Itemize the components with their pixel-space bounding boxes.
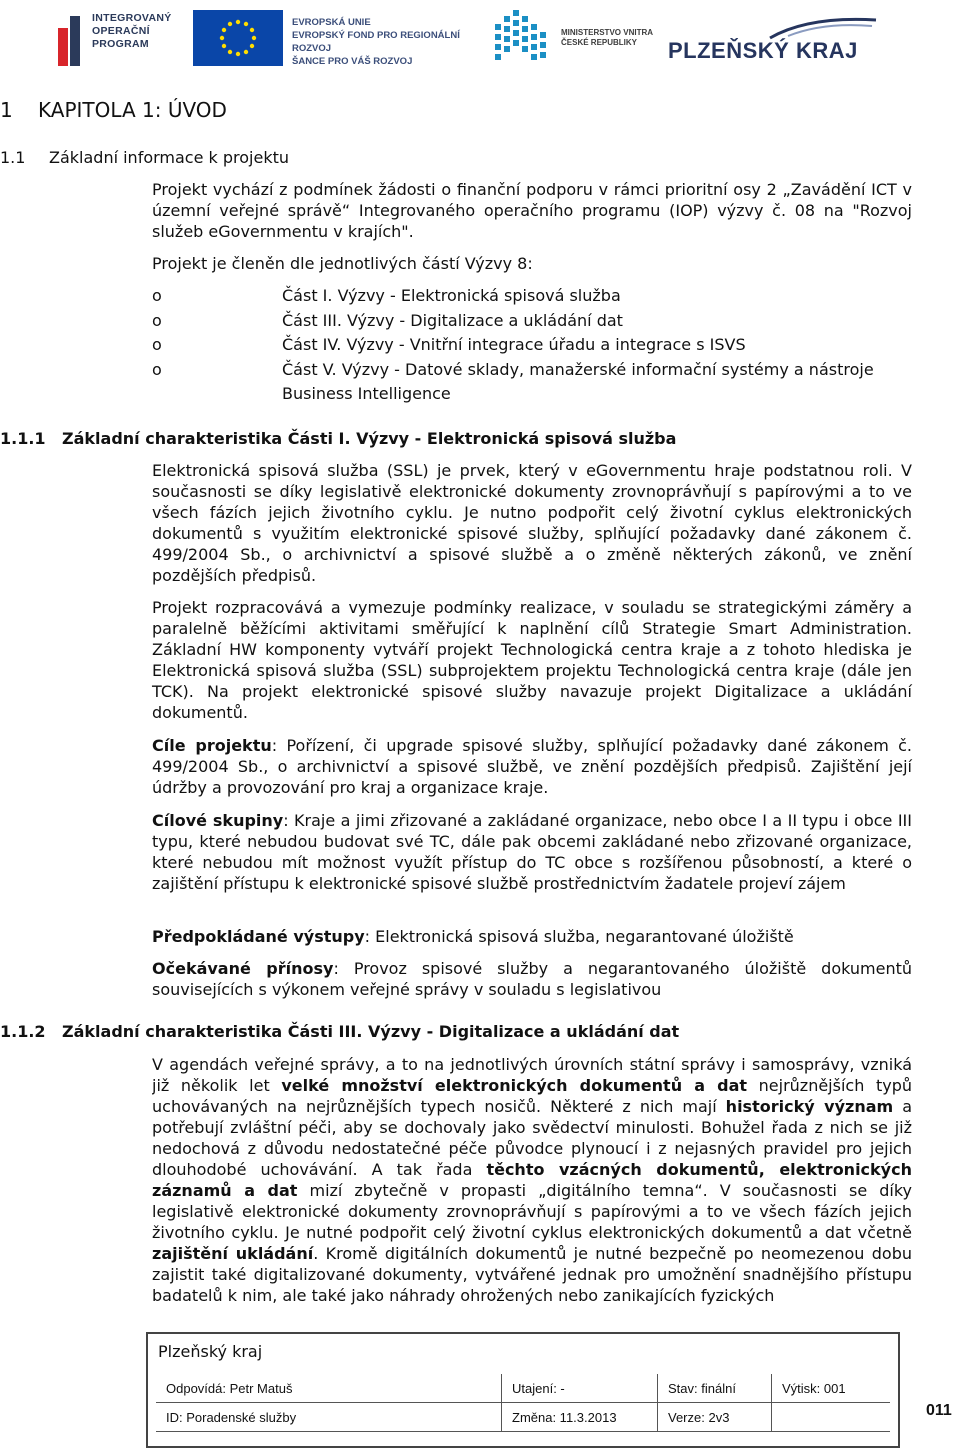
footer-version: Verze: 2v3	[658, 1403, 772, 1432]
list-item-text: Část III. Výzvy - Digitalizace a ukládání dat	[282, 310, 623, 330]
mv-logo-line: MINISTERSTVO VNITRA	[561, 28, 654, 37]
plzensky-kraj-logo	[668, 14, 908, 74]
document-footer	[146, 1332, 900, 1448]
bullet-mark: o	[152, 286, 162, 305]
subsection-number: 1.1.2	[0, 1022, 46, 1041]
list-item-text: Část I. Výzvy - Elektronická spisová služba	[282, 286, 621, 305]
target-groups-label: Cílové skupiny	[152, 811, 284, 830]
footer-row	[156, 1403, 890, 1432]
footer-meta-table	[156, 1374, 890, 1432]
benefits-paragraph	[152, 958, 912, 1000]
intro-list-lead: Projekt je členěn dle jednotlivých částí Výzvy 8:	[152, 254, 533, 273]
footer-responsible: Odpovídá: Petr Matuš	[156, 1374, 502, 1403]
list-item-text: Část IV. Výzvy - Vnitřní integrace úřadu a integrace s ISVS	[282, 335, 746, 354]
footer-organization: Plzeňský kraj	[158, 1342, 263, 1361]
bullet-mark: o	[152, 310, 162, 330]
iop-logo-line: INTEGROVANÝ	[92, 12, 172, 24]
outputs-label: Předpokládané výstupy	[152, 927, 365, 946]
subsection-title: Základní charakteristika Části III. Výzvy - Digitalizace a ukládání dat	[62, 1022, 680, 1041]
ssl-paragraph: Elektronická spisová služba (SSL) je prvek, který v eGovernmentu hraje podstatnou roli. V současnosti se díky legislativě elektronické dokumenty zrovnoprávňují s papírovými a to ve všech fázích jejich životního cyklu. Je nutno podpořit celý životní cyklus elektronických dokumentů s využitím elektronické spisové služby, splňující požadavky dané zákonem č. 499/2004 Sb., o archivnictví a spisové službě a o změně některých zákonů, ve znění pozdějších předpisů.	[152, 461, 912, 585]
goals-label: Cíle projektu	[152, 736, 272, 755]
text-run: nejrůznějších typů uchovávaných na nejrůznějších typech nosičů. Některé z nich mají	[152, 1076, 912, 1116]
iop-logo-line: OPERAČNÍ	[92, 25, 150, 37]
iop-logo-line: PROGRAM	[92, 38, 149, 50]
outputs-paragraph	[152, 926, 912, 947]
footer-changed: Změna: 11.3.2013	[502, 1403, 658, 1432]
mv-logo-icon	[495, 10, 555, 66]
subsection-number: 1.1.1	[0, 429, 46, 448]
bullet-mark: o	[152, 359, 162, 379]
mv-logo	[495, 10, 665, 66]
project-paragraph: Projekt rozpracovává a vymezuje podmínky realizace, v souladu se strategickými záměry a paralelně běžícími aktivitami směřující k naplnění cílů Strategie Smart Administration. Základní HW komponenty vytváří projekt Technologická centra kraje a z tohoto hlediska je Elektronická spisová služba (SSL) subprojektem projektu Technologická centra kraje (dále jen TCK). Na projekt elektronické spisové služby navazuje projekt Digitalizace a ukládání dokumentů.	[152, 598, 912, 722]
goals-text: : Pořízení, či upgrade spisové služby, splňující požadavky dané zákonem č. 499/2004 Sb., o archivnictví a spisové službě, ve znění pozdějších předpisů. Zajištění její údržby a provozování pro kraj a organizace kraje.	[152, 736, 913, 797]
text-run: V agendách veřejné správy, a to na jednotlivých úrovních státní správy i samosprávy, vzniká již několik let	[152, 1055, 912, 1095]
iop-logo-icon	[58, 10, 86, 66]
chapter-title: KAPITOLA 1: ÚVOD	[38, 98, 227, 122]
target-groups-text: : Kraje a jimi zřizované a zakládané organizace, nebo obce I a II typu i obce III typu, které nebudou budovat své TC, dále pak obcemi zakládané nebo zřizované organizace, které nebudou mít možnost využít přístup do TC obce s rozšířenou působností, a které o zajištění přístupu k elektronické spisové službě prostřednictvím žadatele projeví zájem	[152, 811, 912, 893]
footer-extract: Výtisk: 001	[772, 1374, 891, 1403]
eu-logo-line: EVROPSKÝ FOND PRO REGIONÁLNÍ ROZVOJ	[292, 30, 460, 54]
target-groups-paragraph	[152, 810, 912, 894]
eu-logo-text	[292, 16, 492, 68]
page-number: 011	[926, 1402, 952, 1419]
text-run: a potřebují zvláštní péči, aby se dochovaly jako svědectví minulosti. Bohužel řada z nich se již nedochová z důvodu nedostatečné péče původce plynoucí i z nejasných pravidel pro jejich dlouhodobé uchovávání. A tak řada	[152, 1097, 912, 1179]
list-item	[152, 309, 912, 334]
emphasis: těchto vzácných dokumentů, elektronických záznamů a dat	[152, 1160, 912, 1200]
plzensky-kraj-logo-text: PLZEŇSKÝ KRAJ	[668, 38, 858, 63]
text-run: . Kromě digitálních dokumentů je nutné bezpečně po neomezenou dobu zajistit také digitalizované dokumenty, vytvářené jednak pro umožnění snadnějšího přístupu badatelů k nim, ale také jako náhrady ohrožených nebo zanikajících fyzických	[152, 1244, 912, 1305]
section-title: Základní informace k projektu	[49, 148, 290, 167]
benefits-text: : Provoz spisové služby a negarantovaného úložiště dokumentů souvisejících s výkonem veřejné správy v souladu s legislativou	[152, 959, 913, 999]
footer-row	[156, 1374, 890, 1403]
subsection-heading	[0, 1022, 679, 1041]
footer-empty-cell	[772, 1403, 891, 1432]
emphasis: velké množství elektronických dokumentů a dat	[281, 1076, 748, 1095]
emphasis: zajištění ukládání	[152, 1244, 314, 1263]
intro-paragraph: Projekt vychází z podmínek žádosti o finanční podporu v rámci prioritní osy 2 „Zavádění ICT v územní veřejné správě“ Integrovaného operačního programu (IOP) výzvy č. 08 na "Rozvoj služeb eGovernmentu v krajích".	[152, 180, 912, 241]
emphasis: historický význam	[725, 1097, 894, 1116]
goals-paragraph	[152, 735, 912, 798]
eu-flag-icon	[193, 10, 283, 66]
list-item-text: Část V. Výzvy - Datové sklady, manažerské informační systémy a nástroje Business Intelligence	[282, 359, 874, 403]
bullet-mark: o	[152, 335, 162, 354]
footer-status: Stav: finální	[658, 1374, 772, 1403]
parts-list	[152, 284, 912, 407]
subsection-title: Základní charakteristika Části I. Výzvy - Elektronická spisová služba	[62, 429, 677, 448]
list-item	[152, 284, 912, 309]
eu-logo-line: EVROPSKÁ UNIE	[292, 17, 371, 28]
list-item	[152, 358, 912, 407]
eu-logo-line: ŠANCE PRO VÁŠ ROZVOJ	[292, 56, 413, 67]
chapter-heading	[0, 98, 227, 122]
digitalization-paragraph	[152, 1054, 912, 1310]
text-run: mizí zbytečně v propasti „digitálního temna“. V současnosti se díky legislativě elektronické dokumenty zrovnoprávňují s papírovými a to ve všech fázích jejich životního cyklu. Je nutné podpořit celý životní cyklus elektronických dokumentů a dat včetně	[152, 1181, 912, 1242]
section-heading	[0, 148, 289, 167]
iop-logo	[58, 10, 178, 66]
section-number: 1.1	[0, 148, 26, 167]
outputs-text: : Elektronická spisová služba, negarantované úložiště	[364, 927, 794, 946]
footer-doc-id: ID: Poradenské služby	[156, 1403, 502, 1432]
chapter-number: 1	[0, 98, 13, 122]
subsection-heading	[0, 429, 676, 448]
list-item	[152, 333, 912, 358]
footer-classification: Utajení: -	[502, 1374, 658, 1403]
mv-logo-line: ČESKÉ REPUBLIKY	[561, 38, 638, 47]
header-logos	[0, 0, 960, 78]
benefits-label: Očekávané přínosy	[152, 959, 334, 978]
